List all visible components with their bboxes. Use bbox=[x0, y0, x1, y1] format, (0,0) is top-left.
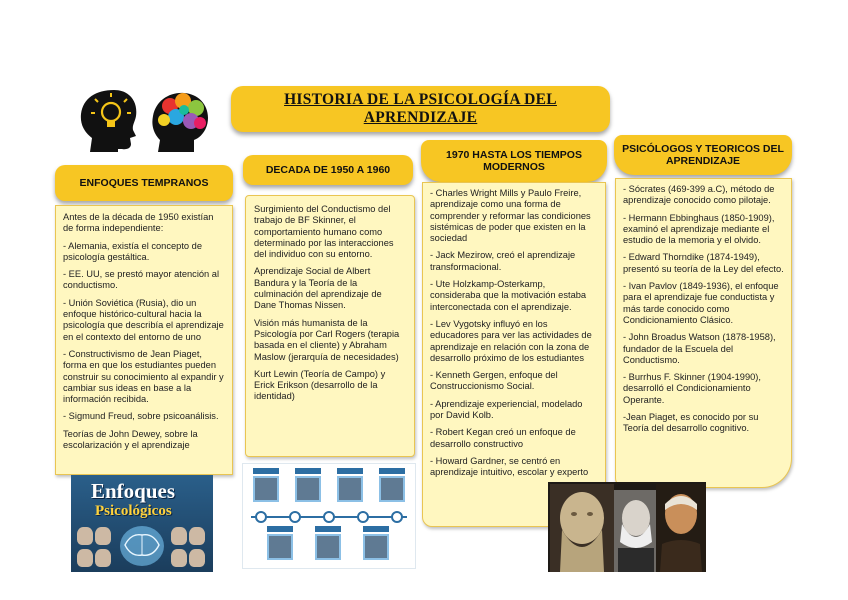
paragraph: - Kenneth Gergen, enfoque del Construccionismo Social. bbox=[430, 370, 558, 392]
portrait-thumb bbox=[77, 527, 93, 545]
paragraph: Antes de la década de 1950 existían de forma independiente: bbox=[63, 212, 214, 234]
paragraph: Visión más humanista de la Psicología por Carl Rogers (terapia basada en el cliente) y Abraham Maslow (jerarquía de necesidades) bbox=[254, 317, 400, 362]
timeline-dot bbox=[289, 511, 301, 523]
paragraph: - Lev Vygotsky influyó en los educadores para ver las actividades de aprendizaje en relación con la zona de desarrollo próximo de los estudiantes bbox=[430, 318, 592, 363]
paragraph: - Unión Soviética (Rusia), dio un enfoque histórico-cultural hacia la psicología que describía el aprendizaje en el contexto del entorno de uno bbox=[63, 297, 224, 342]
piaget-portrait-icon bbox=[656, 484, 706, 572]
timeline-cap bbox=[253, 468, 279, 474]
timeline-cap bbox=[379, 468, 405, 474]
paragraph: - Robert Kegan creó un enfoque de desarrollo constructivo bbox=[430, 427, 576, 449]
paragraph: - Burrhus F. Skinner (1904-1990), desarrolló el Condicionamiento Operante. bbox=[623, 372, 761, 405]
portrait-thumb bbox=[189, 527, 205, 545]
paragraph: - Ivan Pavlov (1849-1936), el enfoque para el aprendizaje fue conductista y más tarde conocido como Condicionamiento Clásico. bbox=[623, 281, 779, 325]
portrait-thumb bbox=[189, 549, 205, 567]
paragraph: Aprendizaje Social de Albert Bandura y la Teoría de la culminación del aprendizaje de Dane Thomas Nissen. bbox=[254, 266, 382, 311]
timeline-dot bbox=[255, 511, 267, 523]
column-header-1950-1960: DECADA DE 1950 A 1960 bbox=[243, 155, 413, 185]
paragraph: - Edward Thorndike (1874-1949), presentó su teoría de la Ley del efecto. bbox=[623, 252, 784, 274]
paragraph: - Sócrates (469-399 a.C), método de aprendizaje conocido como pilotaje. bbox=[623, 184, 775, 206]
portrait-thumb bbox=[95, 527, 111, 545]
philosophers-busts-image bbox=[548, 482, 706, 572]
decade-1950-1960-box bbox=[245, 195, 415, 457]
portrait-thumb bbox=[95, 549, 111, 567]
paragraph: Kurt Lewin (Teoría de Campo) y Erick Erikson (desarrollo de la identidad) bbox=[254, 368, 386, 402]
timeline-cap bbox=[337, 468, 363, 474]
paragraph: -Jean Piaget, es conocido por su Teoría del desarrollo cognitivo. bbox=[623, 412, 759, 434]
timeline-dot bbox=[323, 511, 335, 523]
modern-times-box bbox=[422, 182, 606, 527]
column-header-psychologists: PSICÓLOGOS Y TEORICOS DEL APRENDIZAJE bbox=[614, 135, 792, 175]
timeline-portrait bbox=[379, 476, 405, 502]
timeline-portrait bbox=[295, 476, 321, 502]
paragraph: - Ute Holzkamp-Osterkamp, consideraba que la motivación estaba interconectada con el aprendizaje. bbox=[430, 279, 587, 312]
paragraph: Surgimiento del Conductismo del trabajo de BF Skinner, el comportamiento humano como determinado por las interacciones del individuo con su entorno. bbox=[254, 204, 394, 260]
page-title-banner bbox=[231, 86, 610, 132]
timeline-dot bbox=[357, 511, 369, 523]
brain-illustration-icon bbox=[117, 523, 167, 569]
timeline-portrait bbox=[363, 534, 389, 560]
paragraph: - Howard Gardner, se centró en aprendizaje intuitivo, escolar y experto bbox=[430, 455, 589, 478]
portrait-thumb bbox=[171, 527, 187, 545]
paragraph: - Hermann Ebbinghaus (1850-1909), examinó el aprendizaje mediante el estudio de la memoria y el olvido. bbox=[623, 212, 775, 246]
timeline-cap bbox=[315, 526, 341, 532]
timeline-cap bbox=[295, 468, 321, 474]
paragraph: - John Broadus Watson (1878-1958), fundador de la Escuela del Conductismo. bbox=[623, 332, 776, 365]
timeline-portrait bbox=[267, 534, 293, 560]
psychologists-box bbox=[615, 178, 792, 488]
psychologists-timeline-image bbox=[242, 463, 416, 569]
timeline-portrait bbox=[315, 534, 341, 560]
portrait-thumb bbox=[77, 549, 93, 567]
paragraph: Teorías de John Dewey, sobre la escolarización y el aprendizaje bbox=[63, 428, 198, 451]
paragraph: - Sigmund Freud, sobre psicoanálisis. bbox=[63, 411, 219, 422]
paragraph: - EE. UU, se prestó mayor atención al conductismo. bbox=[63, 269, 220, 291]
timeline-dot bbox=[391, 511, 403, 523]
paragraph: - Aprendizaje experiencial, modelado por David Kolb. bbox=[430, 398, 583, 421]
column-header-early-approaches: ENFOQUES TEMPRANOS bbox=[55, 165, 233, 201]
timeline-portrait bbox=[337, 476, 363, 502]
book-title-line1: Enfoques bbox=[91, 479, 176, 503]
colorful-brain-head-icon bbox=[148, 90, 212, 154]
enfoques-psicologicos-image bbox=[71, 475, 213, 572]
portrait-thumb bbox=[171, 549, 187, 567]
page-title: HISTORIA DE LA PSICOLOGÍA DEL APRENDIZAJE bbox=[284, 91, 557, 126]
paragraph: - Constructivismo de Jean Piaget, forma en que los estudiantes pueden construir su conocimiento al expandir y cambiar sus ideas en base a la información recibida. bbox=[63, 348, 224, 405]
lightbulb-head-icon bbox=[78, 88, 140, 152]
timeline-cap bbox=[267, 526, 293, 532]
timeline-portrait bbox=[253, 476, 279, 502]
socrates-bust-icon bbox=[550, 484, 614, 572]
column-header-1970-modern: 1970 HASTA LOS TIEMPOS MODERNOS bbox=[421, 140, 607, 182]
freud-portrait-icon bbox=[614, 490, 658, 572]
early-approaches-box bbox=[55, 205, 233, 475]
paragraph: - Charles Wright Mills y Paulo Freire, aprendizaje como una forma de comprender y reformar las condiciones sistémicas de poder que existen en la sociedad bbox=[430, 188, 591, 244]
timeline-cap bbox=[363, 526, 389, 532]
book-title-line2: Psicológicos bbox=[95, 503, 172, 519]
paragraph: - Jack Mezirow, creó el aprendizaje transformacional. bbox=[430, 250, 576, 272]
paragraph: - Alemania, existía el concepto de psicología gestáltica. bbox=[63, 240, 203, 262]
